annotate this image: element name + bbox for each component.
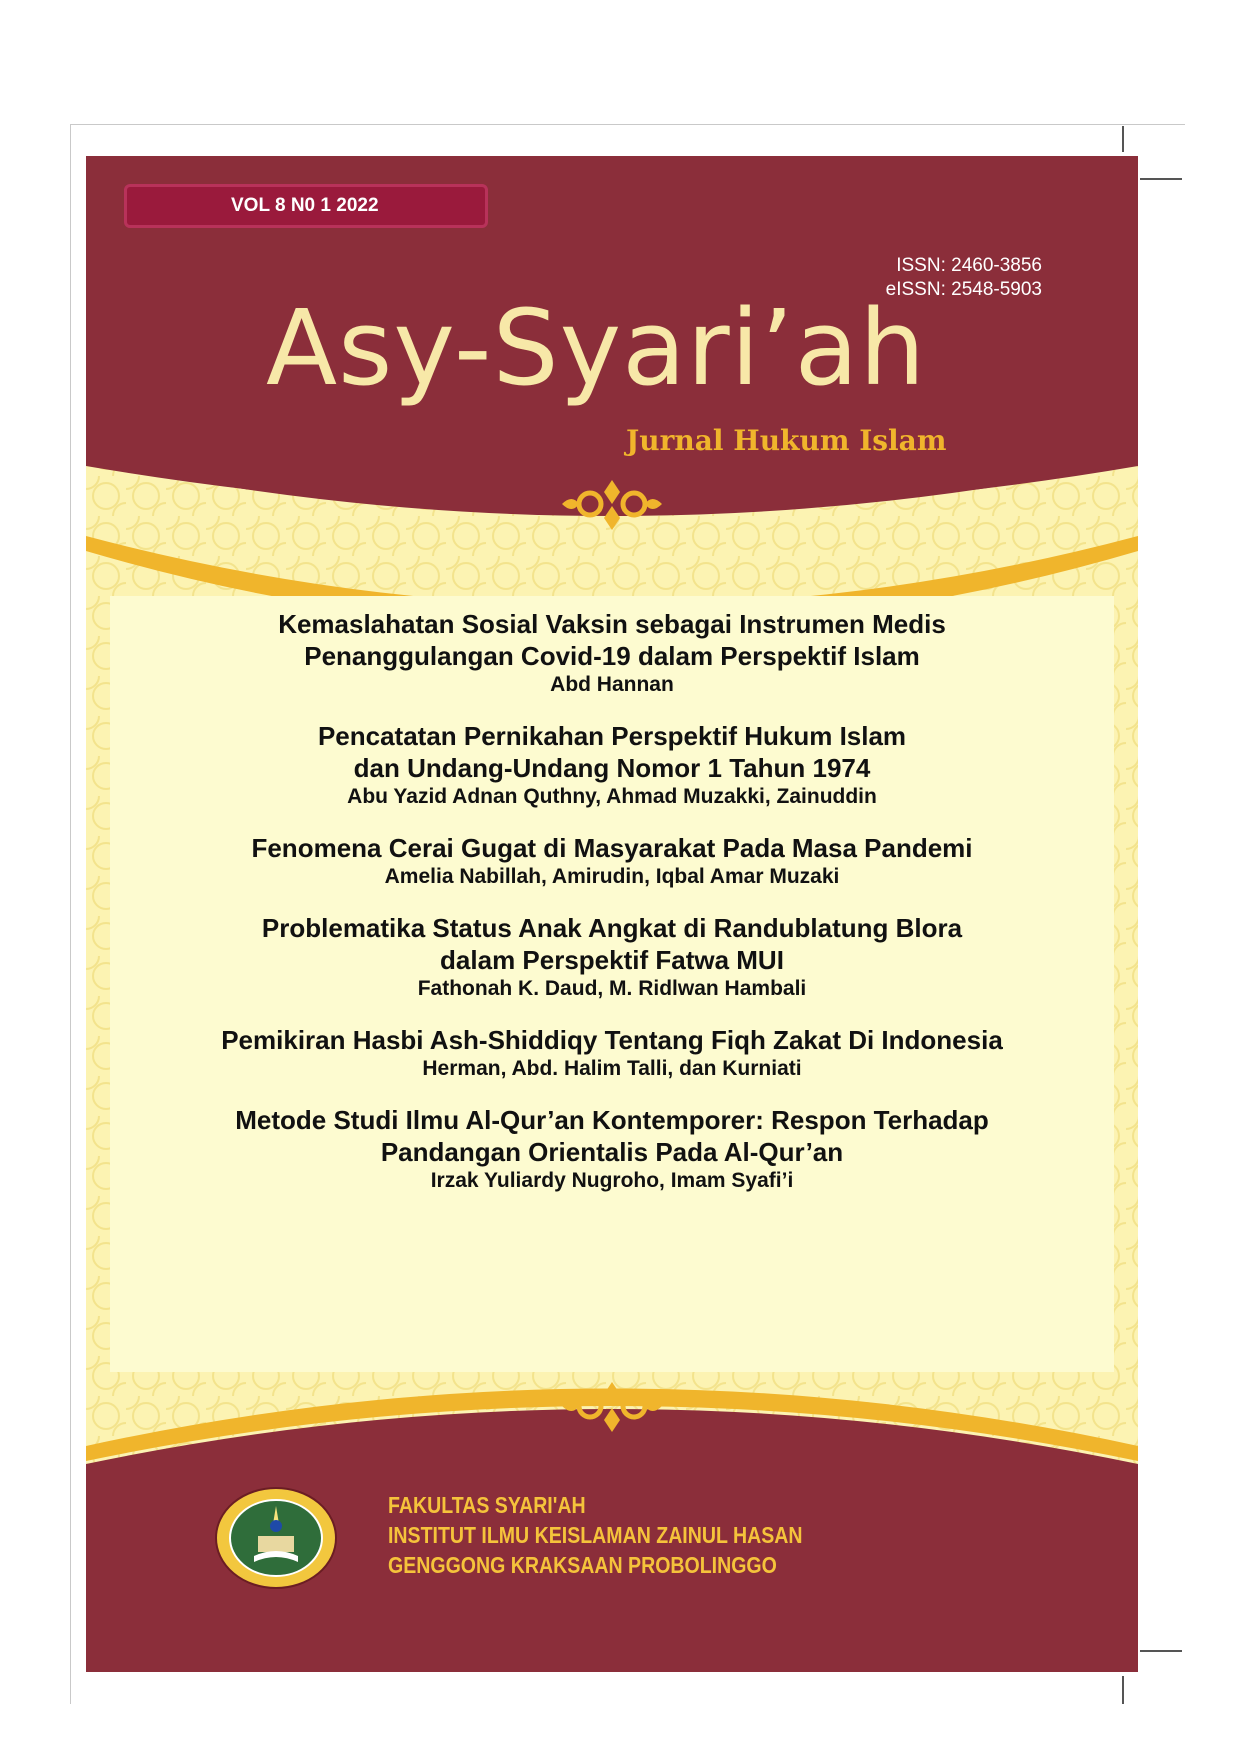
journal-subtitle: Jurnal Hukum Islam [626, 424, 947, 457]
article-item [110, 720, 1114, 810]
publisher-institute: INSTITUT ILMU KEISLAMAN ZAINUL HASAN [388, 1522, 803, 1548]
article-authors: Irzak Yuliardy Nugroho, Imam Syafi’i [430, 1169, 794, 1192]
article-item [110, 1104, 1114, 1194]
article-title: Pencatatan Pernikahan Perspektif Hukum Islam [317, 721, 907, 751]
article-authors: Herman, Abd. Halim Talli, dan Kurniati [422, 1057, 802, 1080]
article-title: Kemaslahatan Sosial Vaksin sebagai Instrumen Medis [278, 609, 946, 639]
article-title: Problematika Status Anak Angkat di Randublatung Blora [261, 913, 963, 943]
ornament-icon [552, 476, 672, 532]
article-item [110, 608, 1114, 698]
article-authors: Abd Hannan [550, 673, 674, 696]
article-authors: Fathonah K. Daud, M. Ridlwan Hambali [417, 977, 807, 1000]
publisher-block [388, 1490, 803, 1580]
article-title: Penanggulangan Covid-19 dalam Perspektif Islam [304, 641, 920, 671]
article-item [110, 1024, 1114, 1082]
article-authors: Abu Yazid Adnan Quthny, Ahmad Muzakki, Zainuddin [347, 785, 877, 808]
page-frame-left [70, 124, 71, 1704]
article-title: Fenomena Cerai Gugat di Masyarakat Pada Masa Pandemi [251, 833, 973, 863]
article-item [110, 912, 1114, 1002]
crop-mark [1122, 126, 1124, 152]
article-authors: Amelia Nabillah, Amirudin, Iqbal Amar Muzaki [384, 865, 840, 888]
article-title: Pemikiran Hasbi Ash-Shiddiqy Tentang Fiqh Zakat Di Indonesia [221, 1025, 1003, 1055]
article-title: dan Undang-Undang Nomor 1 Tahun 1974 [353, 753, 871, 783]
ornament-icon [552, 1378, 672, 1434]
journal-cover [86, 156, 1138, 1672]
journal-name: Asy-Syari’ah [266, 287, 927, 409]
article-title: Pandangan Orientalis Pada Al-Qur’an [380, 1137, 844, 1167]
publisher-location: GENGGONG KRAKSAAN PROBOLINGGO [388, 1552, 777, 1578]
article-title: dalam Perspektif Fatwa MUI [440, 945, 784, 975]
issn-electronic: eISSN: 2548-5903 [885, 279, 1042, 300]
volume-badge: VOL 8 N0 1 2022 [124, 184, 488, 228]
crop-mark [1140, 1650, 1182, 1652]
publisher-faculty: FAKULTAS SYARI'AH [388, 1492, 586, 1518]
crop-mark [1122, 1676, 1124, 1704]
article-list-panel [110, 596, 1114, 1372]
crop-mark [1140, 178, 1182, 180]
article-item [110, 832, 1114, 890]
article-title: Metode Studi Ilmu Al-Qur’an Kontemporer: Respon Terhadap [235, 1105, 989, 1135]
institution-logo-icon [214, 1486, 338, 1590]
page-frame-top [70, 124, 1185, 125]
issn-print: ISSN: 2460-3856 [896, 255, 1042, 276]
